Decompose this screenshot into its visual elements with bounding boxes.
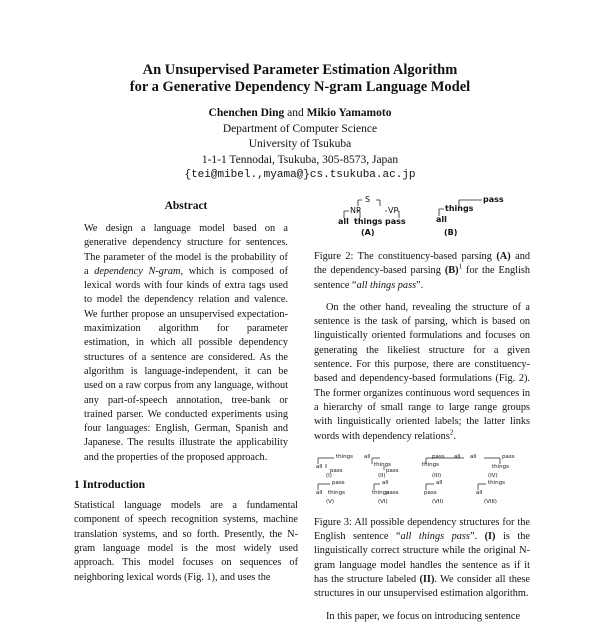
paper-title <box>0 62 600 96</box>
author-names <box>0 106 600 122</box>
fig3-word: all <box>316 463 323 470</box>
figure-3 <box>314 452 530 512</box>
figure-2-label-a: (A) <box>361 228 375 237</box>
author-and: and <box>284 107 307 119</box>
left-column <box>74 200 298 585</box>
fig3-word: things <box>422 461 440 468</box>
title-line-2: for a Generative Dependency N-gram Language Model <box>129 79 471 95</box>
department: Department of Computer Science <box>222 122 378 135</box>
fig3-word: all <box>364 453 371 460</box>
figure-2-label-b: (B) <box>444 228 458 237</box>
fig3-word: things <box>336 453 354 460</box>
author-1: Chenchen Ding <box>208 107 285 119</box>
intro-text: Statistical language models are a fundamental component of speech recognition systems, machine translation systems, and so forth. Presently, the N-gram language model is the most widely used approach. This model focuses on sequences of neighboring lexical words (Fig. 1), and uses the <box>74 500 298 583</box>
last-line: In this paper, we focus on introducing sentence <box>326 610 521 622</box>
fig3-word: pass <box>330 467 343 474</box>
fig3-word: pass <box>432 453 445 460</box>
right-column <box>314 196 530 624</box>
title-line-1: An Unsupervised Parameter Estimation Algorithm <box>142 62 458 78</box>
dep-word-pass: pass <box>483 195 504 204</box>
dep-word-all: all <box>436 215 447 224</box>
fig3-word: all <box>382 479 389 486</box>
fig3-word: pass <box>332 479 345 486</box>
figure-2 <box>314 196 530 250</box>
const-word-things: things <box>354 217 383 226</box>
intro-heading: 1 Introduction <box>74 479 146 492</box>
fig3-word: pass <box>424 489 437 496</box>
const-word-all: all <box>338 217 349 226</box>
fig3-word: all <box>476 489 483 496</box>
fig3-word: things <box>328 489 346 496</box>
fig3-word: things <box>488 479 506 486</box>
const-word-pass: pass <box>385 217 406 226</box>
fig3-word: things <box>372 489 390 496</box>
fig3-word: pass <box>502 453 515 460</box>
fig3-label-6: (VI) <box>378 498 388 505</box>
abstract-heading: Abstract <box>164 200 208 212</box>
abstract-text: We design a language model based on a generative dependency structure for sentences. The parameter of the model is the probability of a dependency N-gram, which is composed of lexical words with four kinds of extra tags used to model the dependency relation and valence. We further propose an unsupervised expectation-maximization algorithm for parameter estimation, in which all possible dependency structures of a sentence are considered. As the algorithm is language-independent, it can be used on a raw corpus from any language, without any part-of-speech annotation, tree-bank or trained parser. We conducted experiments using four languages: English, German, Spanish and Japanese. The results illustrate the applicability and the properties of the proposed approach. <box>84 223 288 463</box>
const-root-label: S <box>365 195 371 204</box>
email: {tei@mibel.,myama@}cs.tsukuba.ac.jp <box>184 169 416 181</box>
fig3-word: things <box>374 461 392 468</box>
fig3-label-5: (V) <box>326 498 335 505</box>
dep-word-things: things <box>445 204 474 213</box>
fig3-word: pass <box>386 489 399 496</box>
const-np-label: NP <box>350 206 361 215</box>
figure-3-caption: Figure 3: All possible dependency structures for the English sentence “all things pass”. (I) is the linguistically correct structure while the original N-gram language model handles the sentence as if it has the structure labeled (II). We consider all these structures in our unsupervised estimation algorithm. <box>314 516 530 600</box>
fig3-word: all <box>454 453 461 460</box>
author-block <box>0 106 600 184</box>
fig3-label-3: (III) <box>432 472 442 479</box>
fig3-word: all <box>470 453 477 460</box>
fig3-label-4: (IV) <box>488 472 498 479</box>
address: 1-1-1 Tennodai, Tsukuba, 305-8573, Japan <box>201 153 399 166</box>
fig3-word: all <box>436 479 443 486</box>
fig3-word: pass <box>386 467 399 474</box>
fig3-label-8: (VIII) <box>484 498 497 505</box>
fig3-label-2: (II) <box>378 472 386 479</box>
parsing-paragraph: On the other hand, revealing the structure of a sentence is the task of parsing, which is based on linguistically oriented formulations and focuses on generating the likeliest structure for a given sentence. For this purpose, there are constituency-based and dependency-based formulations (Fig. 2). The former organizes continuous word sequences in a hierarchy of small range to large range groups with linguistically oriented labels; the latter links words with dependency relations$^2$. <box>314 301 530 442</box>
university: University of Tsukuba <box>248 138 352 150</box>
author-2: Mikio Yamamoto <box>306 107 392 119</box>
fig3-word: things <box>492 463 510 470</box>
fig3-label-1: (I) <box>326 472 332 479</box>
fig3-label-7: (VII) <box>432 498 444 505</box>
fig3-word: all <box>316 489 323 496</box>
figure-2-caption: Figure 2: The constituency-based parsing (A) and the dependency-based parsing $(B)^1$ for the English sentence “all things pass”. <box>314 251 530 291</box>
const-vp-label: VP <box>388 206 399 215</box>
